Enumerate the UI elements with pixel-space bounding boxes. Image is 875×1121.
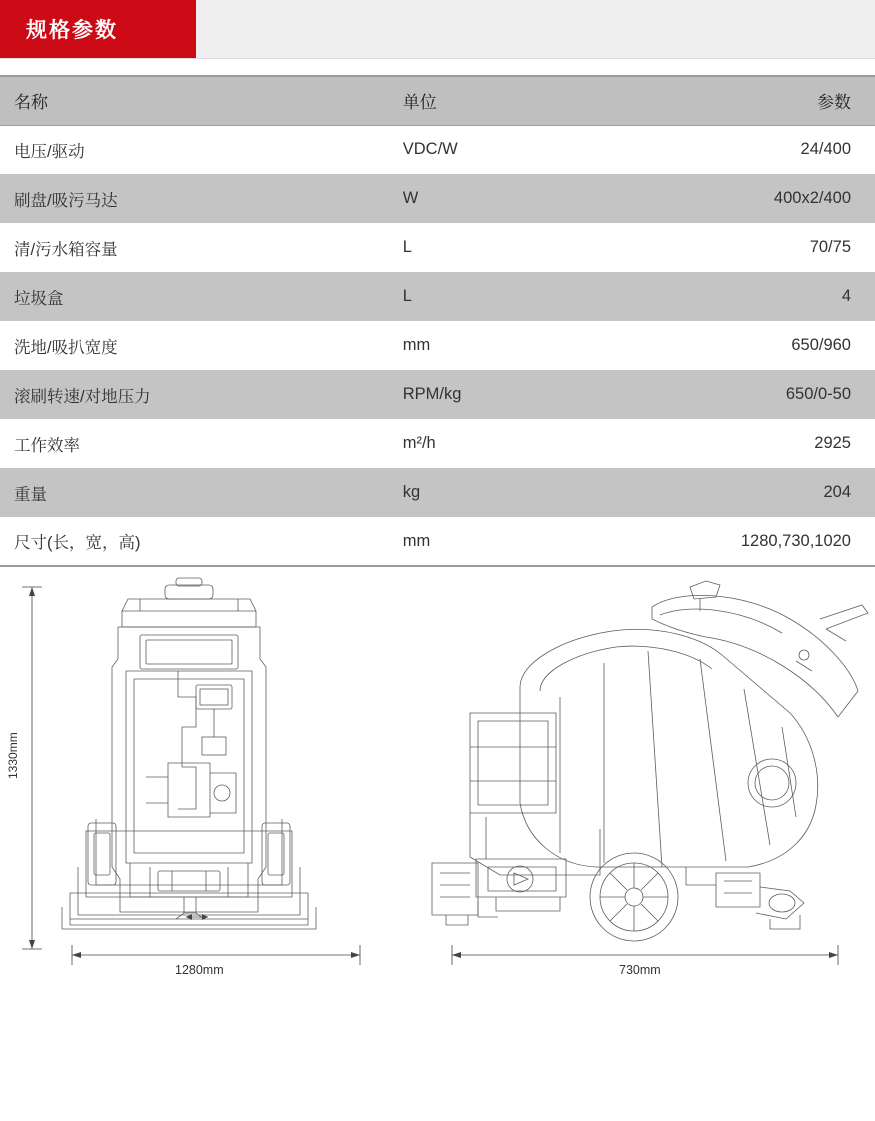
cell-unit: mm (402, 336, 431, 354)
table-row (0, 125, 875, 174)
table-row (0, 174, 875, 223)
table-row (0, 419, 875, 468)
side-view-machine-drawing (432, 581, 868, 941)
cell-unit: m²/h (402, 434, 436, 452)
cell-name: 刷盘/吸污马达 (14, 191, 118, 210)
drawings-svg (0, 567, 875, 1037)
header-filler (196, 0, 875, 58)
cell-value: 4 (841, 287, 851, 305)
cell-value: 204 (823, 483, 851, 501)
cell-unit: L (402, 238, 412, 256)
cell-unit: VDC/W (402, 140, 458, 159)
cell-value: 2925 (814, 434, 851, 452)
spec-table (0, 75, 875, 567)
height-dimension-line (22, 587, 42, 949)
height-dimension-label: 1330mm (6, 732, 20, 779)
front-width-dimension-line (72, 945, 360, 965)
cell-name: 重量 (14, 485, 47, 504)
table-header-row (0, 76, 875, 125)
cell-value: 650/0-50 (785, 385, 851, 403)
section-title-tab (0, 0, 196, 58)
side-width-dimension-line (452, 945, 838, 965)
page-header (0, 0, 875, 59)
table-row (0, 321, 875, 370)
cell-unit: kg (402, 483, 421, 501)
cell-value: 400x2/400 (773, 189, 851, 207)
cell-name: 垃圾盒 (14, 289, 64, 308)
cell-name: 清/污水箱容量 (14, 240, 118, 259)
technical-drawings-section (0, 567, 875, 1067)
column-header-unit: 单位 (402, 93, 437, 113)
table-row (0, 517, 875, 566)
cell-value: 650/960 (791, 336, 851, 354)
cell-name: 电压/驱动 (14, 142, 85, 161)
table-row (0, 468, 875, 517)
cell-name: 工作效率 (14, 436, 80, 455)
front-width-dimension-label: 1280mm (175, 963, 224, 977)
cell-unit: L (402, 287, 412, 305)
cell-name: 洗地/吸扒宽度 (14, 338, 118, 357)
cell-unit: RPM/kg (402, 385, 462, 403)
table-row (0, 272, 875, 321)
front-view-machine-drawing (62, 578, 316, 929)
cell-value: 1280,730,1020 (740, 531, 851, 550)
cell-value: 24/400 (800, 140, 851, 159)
cell-unit: W (402, 189, 419, 207)
cell-name: 滚刷转速/对地压力 (14, 387, 151, 406)
table-row (0, 370, 875, 419)
side-width-dimension-label: 730mm (619, 963, 661, 977)
section-title-label: 规格参数 (26, 19, 118, 42)
column-header-name: 名称 (14, 93, 48, 113)
table-row (0, 223, 875, 272)
cell-value: 70/75 (809, 238, 851, 256)
cell-name: 尺寸(长，宽，高) (14, 534, 141, 552)
column-header-value: 参数 (817, 93, 851, 113)
cell-unit: mm (402, 531, 431, 550)
spec-table-container (0, 59, 875, 567)
